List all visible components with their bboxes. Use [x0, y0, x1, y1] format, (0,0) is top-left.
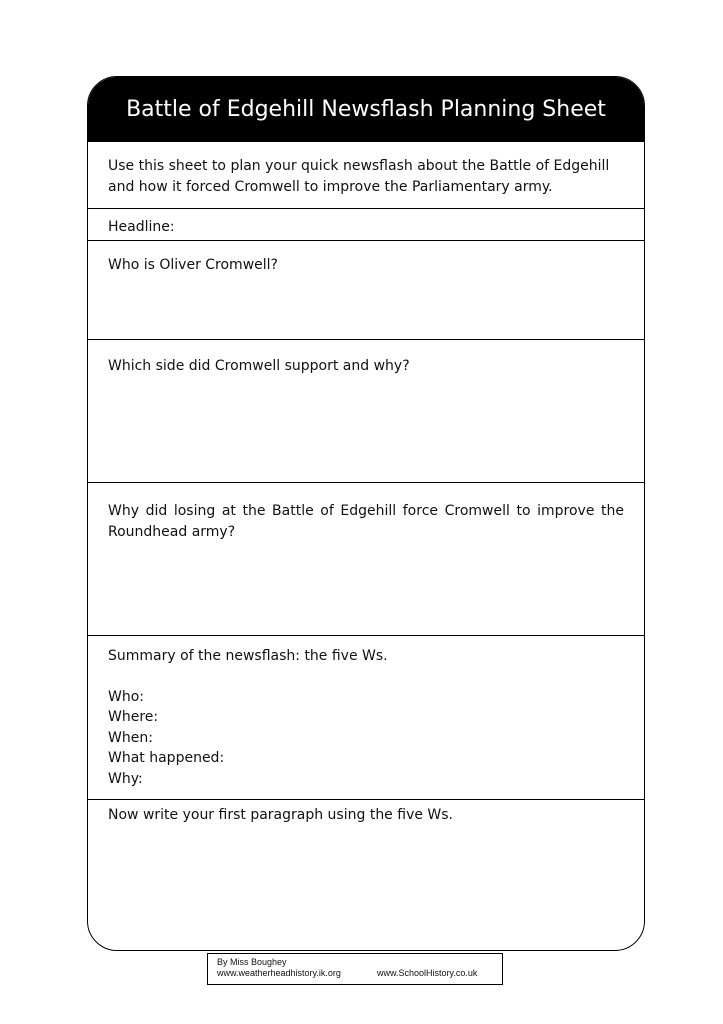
who-is-cromwell-section[interactable] — [88, 241, 644, 340]
headline-label: Headline: — [108, 219, 175, 235]
who-is-cromwell-question: Who is Oliver Cromwell? — [108, 257, 278, 273]
first-paragraph-section[interactable] — [88, 800, 644, 826]
which-side-section[interactable] — [88, 340, 644, 483]
planning-sheet — [87, 76, 645, 951]
where-prompt: Where: — [108, 709, 159, 725]
why-losing-section[interactable] — [88, 483, 644, 636]
intro-text: Use this sheet to plan your quick newsflash about the Battle of Edgehill and how it forced Cromwell to improve the Parliamentary army. — [108, 158, 610, 195]
author-credit: By Miss Boughey — [217, 957, 287, 967]
what-happened-prompt: What happened: — [108, 750, 225, 766]
headline-section[interactable] — [88, 209, 644, 241]
site-link-schoolhistory[interactable]: www.SchoolHistory.co.uk — [377, 968, 478, 978]
five-ws-list — [108, 687, 624, 790]
why-losing-question: Why did losing at the Battle of Edgehill force Cromwell to improve the Roundhead army? — [108, 503, 624, 540]
which-side-question: Which side did Cromwell support and why? — [108, 358, 410, 374]
sheet-title: Battle of Edgehill Newsflash Planning Sheet — [88, 77, 644, 142]
intro-section — [88, 142, 644, 209]
credit-box — [207, 953, 503, 985]
summary-title: Summary of the newsflash: the five Ws. — [108, 648, 388, 664]
summary-section[interactable] — [88, 636, 644, 800]
first-paragraph-prompt: Now write your first paragraph using the five Ws. — [108, 807, 454, 823]
site-link-weatherhead[interactable]: www.weatherheadhistory.ik.org — [217, 968, 341, 978]
who-prompt: Who: — [108, 688, 144, 705]
why-prompt: Why: — [108, 770, 143, 787]
when-prompt: When: — [108, 729, 153, 746]
credit-links — [217, 968, 493, 979]
